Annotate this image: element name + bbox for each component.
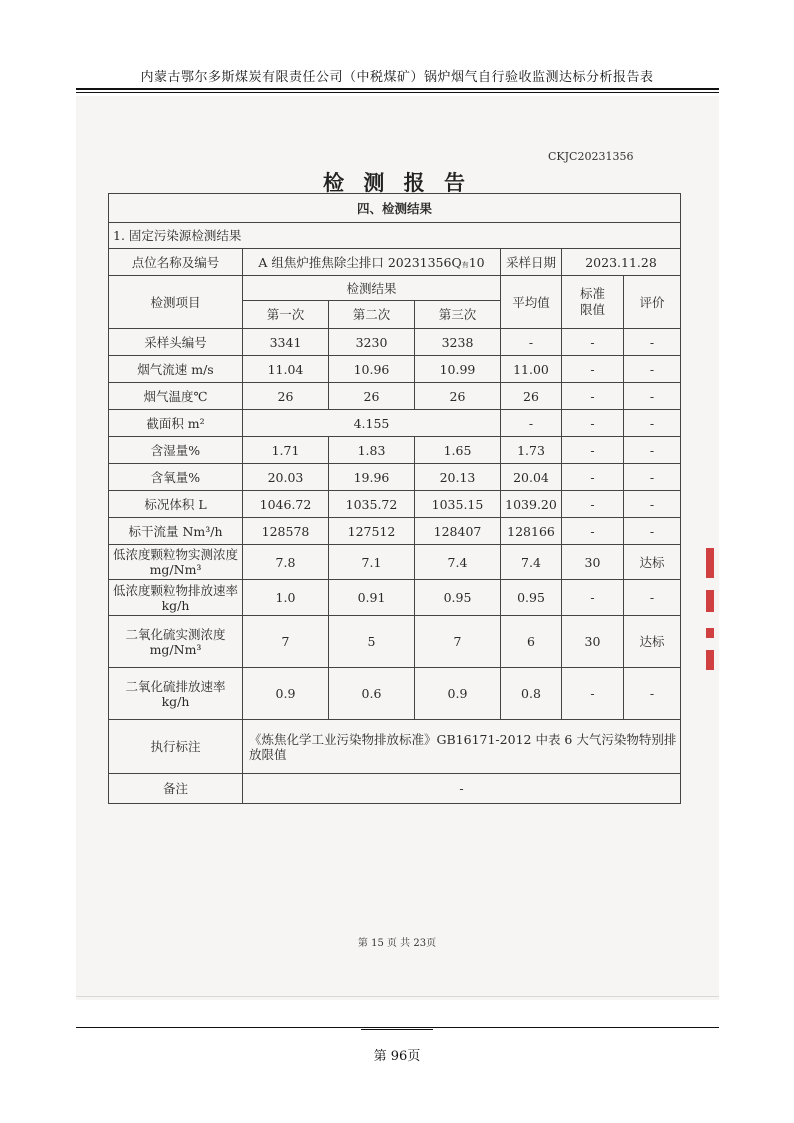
point-label: 点位名称及编号 [109,249,243,276]
header-rule-thin [76,92,719,93]
col-eval-header: 评价 [624,276,681,329]
header-rule [76,88,719,90]
date-label: 采样日期 [501,249,562,276]
standard-label: 执行标注 [109,720,243,774]
table-row: 烟气温度℃ 26 26 26 26 - - [109,383,681,410]
table-row: 截面积 m² 4.155 - - - [109,410,681,437]
table-row: 含氧量% 20.03 19.96 20.13 20.04 - - [109,464,681,491]
page-number: 第 96页 [373,1049,421,1064]
document-header-title: 内蒙古鄂尔多斯煤炭有限责任公司（中税煤矿）锅炉烟气自行验收监测达标分析报告表 [140,70,654,85]
table-row: 标干流量 Nm³/h 128578 127512 128407 128166 - - [109,518,681,545]
red-stamp-mark [706,650,714,670]
col-second-header: 第二次 [329,301,415,329]
col-item-header: 检测项目 [109,276,243,329]
table-row: 标况体积 L 1046.72 1035.72 1035.15 1039.20 - - [109,491,681,518]
col-results-header: 检测结果 [243,276,501,301]
red-stamp-mark [706,548,714,578]
col-limit-header: 标准限值 [562,276,624,329]
table-row: 烟气流速 m/s 11.04 10.96 10.99 11.00 - - [109,356,681,383]
red-stamp-mark [706,590,714,612]
section-title: 四、检测结果 [109,194,681,223]
inner-page-number: 第 15 页 共 23页 [357,938,437,949]
standard-value: 《炼焦化学工业污染物排放标准》GB16171-2012 中表 6 大气污染物特别排放限值 [243,720,681,774]
report-title: 检 测 报 告 [323,170,471,195]
scan-edge [76,996,719,997]
date-value: 2023.11.28 [562,249,681,276]
col-third-header: 第三次 [415,301,501,329]
table-row: 低浓度颗粒物排放速率 kg/h 1.0 0.91 0.95 0.95 - - [109,580,681,616]
col-first-header: 第一次 [243,301,329,329]
results-table [108,193,681,804]
red-stamp-mark [706,628,714,638]
footer-rule-short [361,1029,433,1030]
subsection-title: 1. 固定污染源检测结果 [109,223,681,249]
point-value: A 组焦炉推焦除尘排口 20231356Q有10 [243,249,501,276]
table-row: 含湿量% 1.71 1.83 1.65 1.73 - - [109,437,681,464]
note-label: 备注 [109,774,243,804]
report-code: CKJC20231356 [548,150,634,163]
table-row: 二氧化硫排放速率 kg/h 0.9 0.6 0.9 0.8 - - [109,668,681,720]
table-row: 低浓度颗粒物实测浓度 mg/Nm³ 7.8 7.1 7.4 7.4 30 达标 [109,545,681,580]
table-row: 采样头编号 3341 3230 3238 - - - [109,329,681,356]
col-avg-header: 平均值 [501,276,562,329]
table-row: 二氧化硫实测浓度 mg/Nm³ 7 5 7 6 30 达标 [109,616,681,668]
note-value: - [243,774,681,804]
footer-rule [76,1027,719,1028]
